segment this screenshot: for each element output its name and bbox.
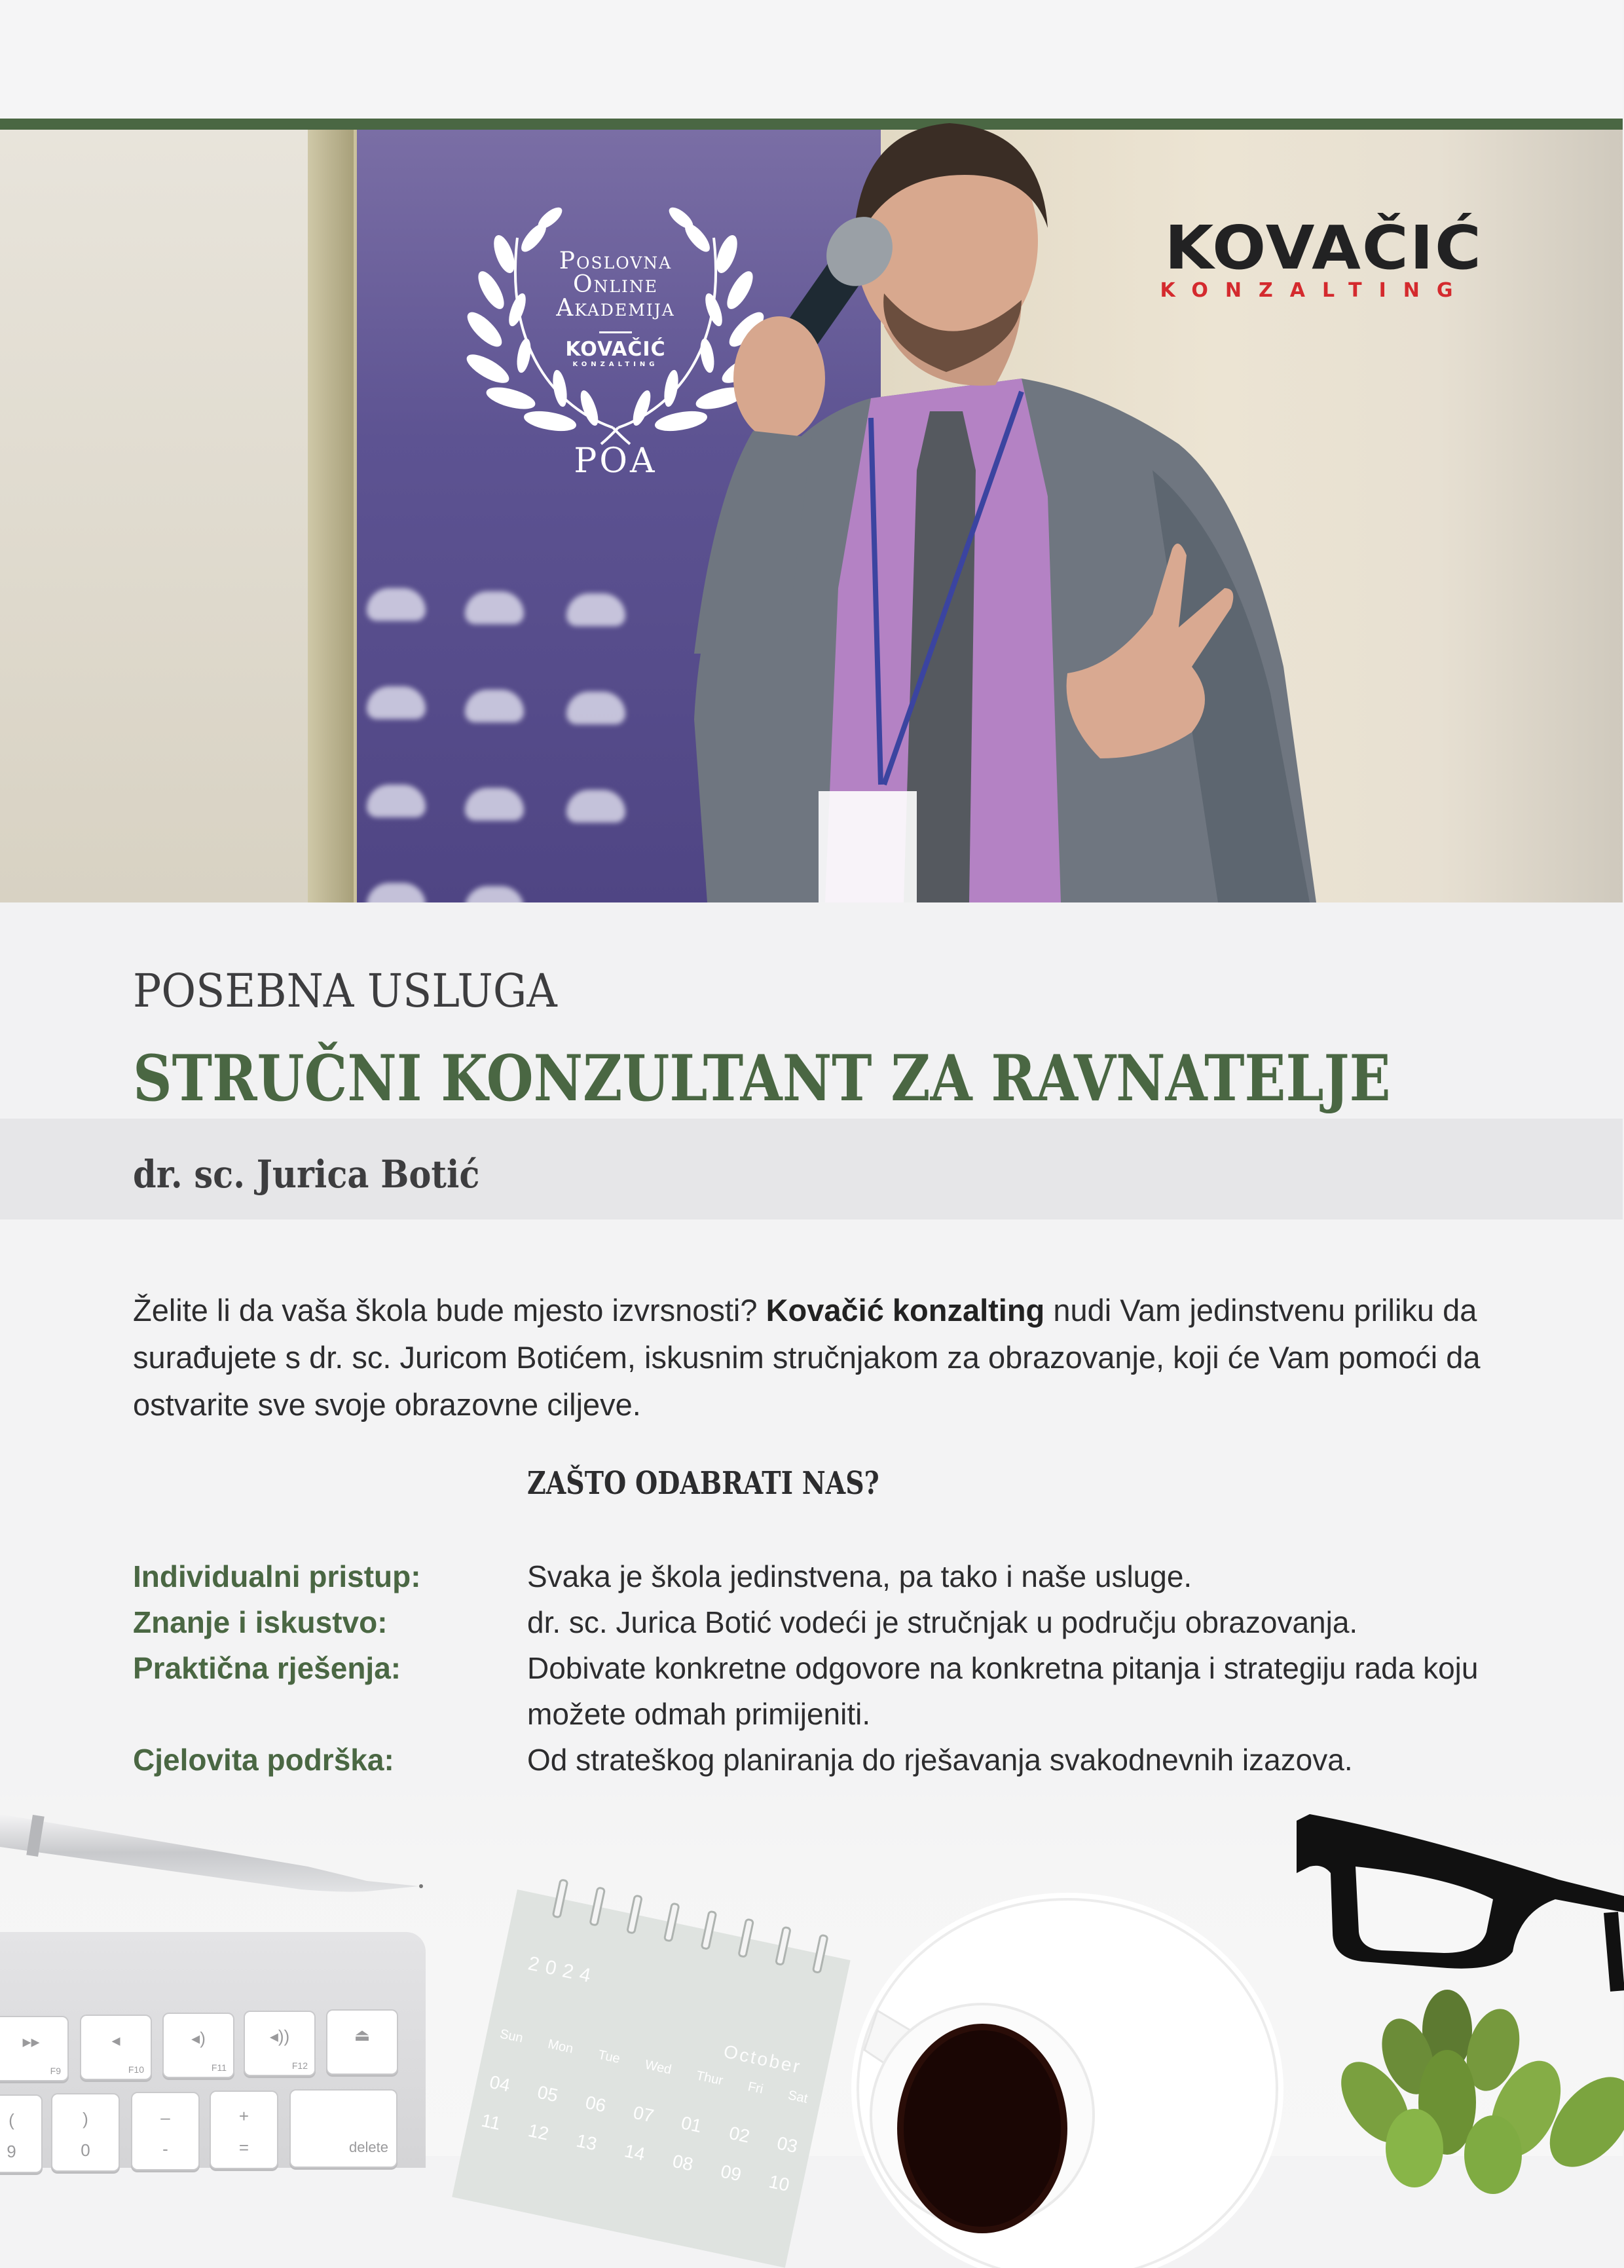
badge-line-3: Akademija xyxy=(556,295,675,322)
brand-logo-main: KOVAČIĆ xyxy=(1164,213,1483,283)
keyboard xyxy=(0,1932,426,2168)
top-margin xyxy=(0,0,1623,119)
reason-label: Praktična rješenja: xyxy=(133,1651,401,1685)
key-f10: ◂ F10 xyxy=(80,2015,152,2080)
reason-text: Dobivate konkretne odgovore na konkretna pitanja i strategiju rada koju možete odmah primijeniti. xyxy=(527,1651,1479,1731)
page-title: STRUČNI KONZULTANT ZA RAVNATELJE xyxy=(133,1041,1391,1115)
calendar-week-1: 04 05 06 07 01 02 03 xyxy=(487,2072,800,2157)
key-delete: delete xyxy=(289,2089,397,2168)
reason-label: Znanje i iskustvo: xyxy=(133,1605,388,1639)
why-us-heading: ZAŠTO ODABRATI NAS? xyxy=(527,1465,879,1502)
reason-item xyxy=(133,1737,1508,1783)
key-9: ( 9 xyxy=(0,2094,43,2173)
glasses-icon xyxy=(1283,1781,1624,2004)
brand-logo-sub: KONZALTING xyxy=(1160,279,1470,302)
intro-paragraph xyxy=(133,1287,1495,1428)
page-kicker: POSEBNA USLUGA xyxy=(133,964,557,1018)
key-f12: ◂)) F12 xyxy=(244,2011,316,2076)
intro-text-1: Želite li da vaša škola bude mjesto izvrsnosti? xyxy=(133,1293,766,1328)
reasons-list xyxy=(133,1553,1508,1783)
badge-brand-sub: KONZALTING xyxy=(572,361,659,368)
calendar-week-2: 11 12 13 14 08 09 10 xyxy=(479,2110,792,2195)
desk-photo xyxy=(0,1781,1623,2195)
intro-text-2: nudi Vam jedinstvenu priliku da surađujete s dr. sc. Juricom Botićem, iskusnim stručnjakom za obrazovanje, koji će Vam pomoći da ostvarite sve svoje obrazovne ciljeve. xyxy=(133,1293,1481,1422)
badge-brand: KOVAČIĆ xyxy=(565,338,666,361)
key-eject: ⏏ xyxy=(326,2009,398,2075)
reason-item xyxy=(133,1645,1508,1737)
key-f9: ▸▸ F9 xyxy=(0,2016,69,2081)
reason-label: Individualni pristup: xyxy=(133,1559,421,1593)
badge-line-1: Poslovna xyxy=(559,248,673,274)
intro-brand-bold: Kovačić konzalting xyxy=(766,1293,1045,1328)
calendar-year: 2024 xyxy=(526,1952,599,1988)
reason-text: Od strateškog planiranja do rješavanja svakodnevnih izazova. xyxy=(527,1743,1353,1777)
background-wall xyxy=(0,130,327,902)
reason-text: dr. sc. Jurica Botić vodeći je stručnjak u području obrazovanja. xyxy=(527,1605,1358,1639)
key-f11: ◂) F11 xyxy=(162,2013,234,2078)
background-door-frame xyxy=(308,130,354,902)
key-minus: – - xyxy=(131,2092,200,2170)
reason-item xyxy=(133,1599,1508,1645)
reason-text: Svaka je škola jedinstvena, pa tako i naše usluge. xyxy=(527,1559,1192,1593)
succulent-plant-icon xyxy=(1316,1991,1623,2161)
calendar-weekdays: Sun Mon Tue Wed Thur Fri Sat xyxy=(498,2026,809,2106)
badge-acronym: POA xyxy=(574,441,657,481)
accent-bar xyxy=(0,119,1623,130)
reason-label: Cjelovita podrška: xyxy=(133,1743,394,1777)
calendar-rings xyxy=(551,1878,828,1974)
hero-photo xyxy=(0,130,1623,902)
key-0: ) 0 xyxy=(51,2093,120,2172)
key-equals: + = xyxy=(210,2091,278,2169)
desk-calendar xyxy=(452,1889,850,2268)
badge-line-2: Online xyxy=(573,271,658,298)
brand-logo xyxy=(1141,213,1488,302)
consultant-name: dr. sc. Jurica Botić xyxy=(133,1152,480,1197)
badge-divider xyxy=(599,331,632,333)
coffee-cup-icon xyxy=(851,1853,1310,2161)
reason-item xyxy=(133,1553,1508,1599)
calendar-month: October xyxy=(722,2041,803,2077)
pen-icon xyxy=(0,1801,458,1906)
